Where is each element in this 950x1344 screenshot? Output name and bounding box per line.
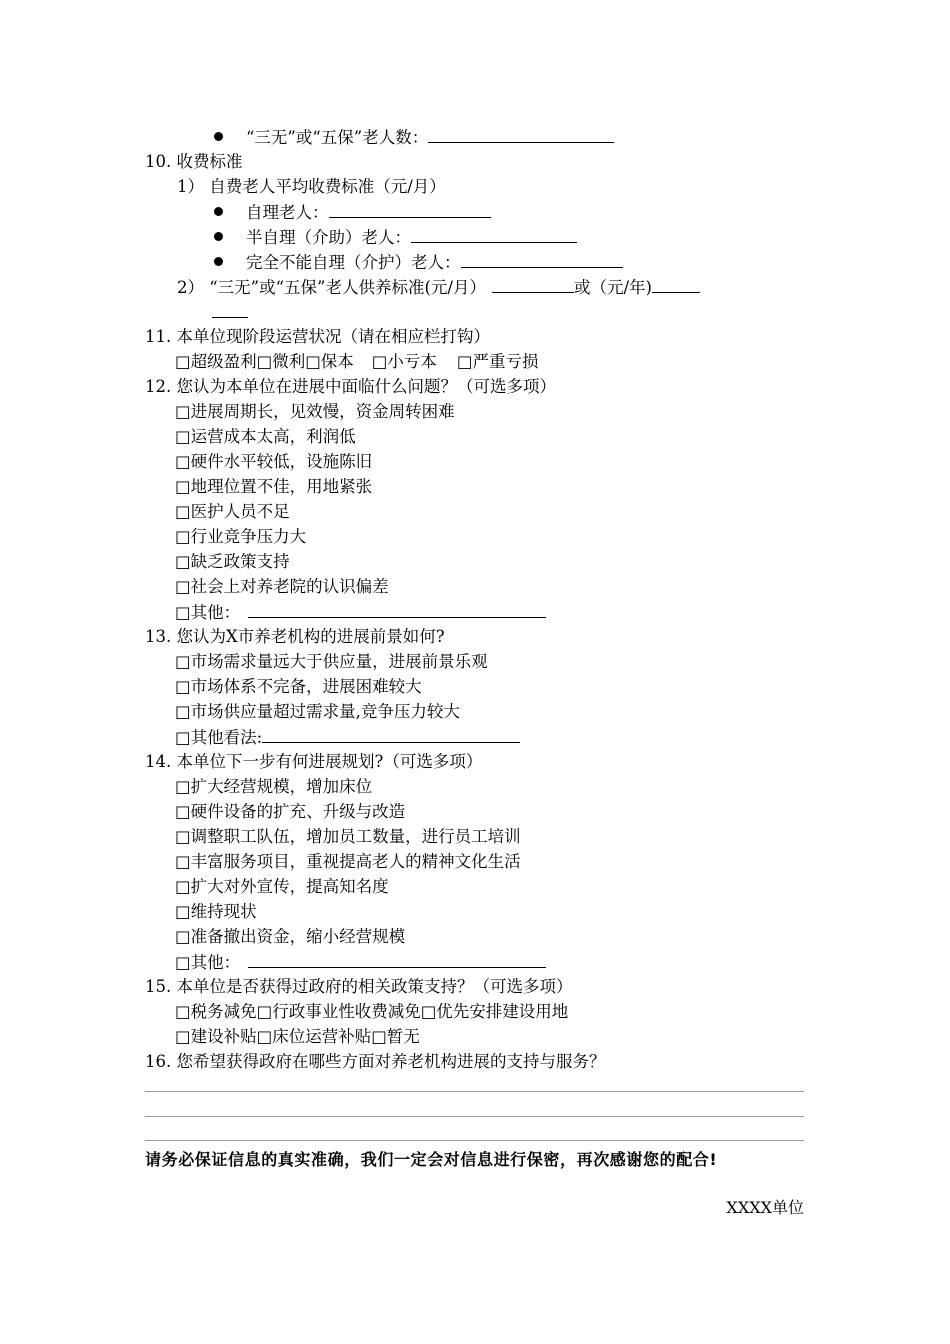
checkbox-icon[interactable]: □ [175,577,191,596]
q10-title: 10. 收费标准 [145,152,243,171]
checkbox-icon[interactable]: □ [175,427,191,446]
checkbox-icon[interactable]: □ [305,352,321,371]
closing-statement: 请务必保证信息的真实准确，我们一定会对信息进行保密，再次感谢您的配合! [145,1150,718,1169]
q10-sub2-label: 2） “三无”或“五保”老人供养标准(元/月） [177,278,486,297]
q11-title: 11. 本单位现阶段运营状况（请在相应栏打钩） [145,327,490,346]
q12-option[interactable]: □社会上对养老院的认识偏差 [175,577,389,596]
q15-option[interactable]: □暂无 [371,1027,420,1046]
q10-blank-full[interactable] [461,251,623,268]
checkbox-icon[interactable]: □ [256,352,273,371]
q13-title: 13. 您认为X市养老机构的进展前景如何? [145,627,445,646]
q15-option[interactable]: □行政事业性收费减免 [256,1002,421,1021]
q10-item-semi [246,226,577,248]
q12-option[interactable]: □缺乏政策支持 [175,552,290,571]
q15-row2 [175,1026,420,1048]
q11-option[interactable]: □小亏本 [371,352,437,371]
checkbox-icon[interactable]: □ [256,1027,273,1046]
checkbox-icon[interactable]: □ [175,527,191,546]
q10-item-full [246,251,623,273]
checkbox-icon[interactable]: □ [175,402,191,421]
checkbox-icon[interactable]: □ [175,603,191,622]
q12-option-other[interactable]: □其他： [175,601,546,623]
q11-options [175,351,538,373]
checkbox-icon[interactable]: □ [175,953,191,972]
q15-row1 [175,1001,568,1023]
checkbox-icon[interactable]: □ [175,902,191,921]
q15-option[interactable]: □优先安排建设用地 [420,1002,569,1021]
q16-answer-line[interactable] [145,1140,804,1141]
q11-option[interactable]: □微利 [256,352,306,371]
q11-option[interactable]: □严重亏损 [456,352,539,371]
q10-blank-semi[interactable] [411,226,577,243]
q13-option-other[interactable]: □其他看法: [175,726,520,748]
q14-other-blank[interactable] [248,951,546,968]
q16-title: 16. 您希望获得政府在哪些方面对养老机构进展的支持与服务？ [145,1052,606,1071]
q14-option[interactable]: □丰富服务项目，重视提高老人的精神文化生活 [175,852,521,871]
checkbox-icon[interactable]: □ [371,352,388,371]
organization-signature: XXXX单位 [726,1198,804,1217]
bullet-icon [214,207,223,216]
bullet-icon [214,257,223,266]
q16-answer-line[interactable] [145,1091,804,1092]
q14-option-other[interactable]: □其他： [175,951,546,973]
q10-blank-self[interactable] [329,201,491,218]
q13-other-blank[interactable] [262,726,520,743]
checkbox-icon[interactable]: □ [371,1027,387,1046]
q12-option[interactable]: □硬件水平较低，设施陈旧 [175,452,373,471]
q14-option[interactable]: □硬件设备的扩充、升级与改造 [175,802,406,821]
q15-option[interactable]: □建设补贴 [175,1027,257,1046]
checkbox-icon[interactable]: □ [175,802,191,821]
checkbox-icon[interactable]: □ [175,1002,191,1021]
q14-option[interactable]: □扩大对外宣传，提高知名度 [175,877,389,896]
q12-title: 12. 您认为本单位在进展中面临什么问题？（可选多项） [145,377,556,396]
q10-sub2-year-label: 或（元/年) [573,278,652,297]
q14-option[interactable]: □调整职工队伍，增加员工数量，进行员工培训 [175,827,521,846]
q9-tail-label: “三无”或“五保”老人数： [246,128,429,147]
q15-option[interactable]: □税务减免 [175,1002,257,1021]
checkbox-icon[interactable]: □ [175,877,191,896]
checkbox-icon[interactable]: □ [175,777,191,796]
checkbox-icon[interactable]: □ [175,728,191,747]
checkbox-icon[interactable]: □ [175,477,191,496]
q12-option[interactable]: □运营成本太高，利润低 [175,427,356,446]
checkbox-icon[interactable]: □ [256,1002,273,1021]
q13-option[interactable]: □市场供应量超过需求量,竞争压力较大 [175,702,460,721]
q10-sub2 [177,276,700,298]
q12-other-blank[interactable] [248,601,546,618]
q10-blank-month[interactable] [492,276,574,293]
q15-option[interactable]: □床位运营补贴 [256,1027,372,1046]
checkbox-icon[interactable]: □ [175,852,191,871]
q12-option[interactable]: □进展周期长，见效慢，资金周转困难 [175,402,455,421]
q10-blank-year-cont[interactable] [212,301,248,318]
q10-sub1: 1） 自费老人平均收费标准（元/月） [177,177,446,196]
checkbox-icon[interactable]: □ [175,452,191,471]
q10-blank-year[interactable] [652,276,700,293]
q15-title: 15. 本单位是否获得过政府的相关政策支持？（可选多项） [145,977,573,996]
bullet-icon [214,132,223,141]
checkbox-icon[interactable]: □ [175,927,191,946]
q10-item-self [246,201,491,223]
q10-item-label: 自理老人： [246,203,329,222]
q11-option[interactable]: □超级盈利 [175,352,257,371]
q9-tail-blank[interactable] [428,126,614,143]
checkbox-icon[interactable]: □ [175,702,191,721]
q14-title: 14. 本单位下一步有何进展规划?（可选多项） [145,752,483,771]
q14-option[interactable]: □扩大经营规模，增加床位 [175,777,373,796]
checkbox-icon[interactable]: □ [175,352,191,371]
q9-tail-row [246,126,614,148]
checkbox-icon[interactable]: □ [175,552,191,571]
checkbox-icon[interactable]: □ [175,652,191,671]
q10-item-label: 半自理（介助）老人： [246,228,411,247]
q13-option[interactable]: □市场体系不完备，进展困难较大 [175,677,422,696]
checkbox-icon[interactable]: □ [456,352,473,371]
q16-answer-line[interactable] [145,1116,804,1117]
q12-option[interactable]: □地理位置不佳，用地紧张 [175,477,373,496]
q12-option[interactable]: □医护人员不足 [175,502,290,521]
checkbox-icon[interactable]: □ [175,502,191,521]
q13-option[interactable]: □市场需求量远大于供应量，进展前景乐观 [175,652,488,671]
checkbox-icon[interactable]: □ [175,1027,191,1046]
q10-sub2-wrap [212,301,248,323]
q10-item-label: 完全不能自理（介护）老人： [246,253,461,272]
q14-option[interactable]: □维持现状 [175,902,257,921]
checkbox-icon[interactable]: □ [175,677,191,696]
checkbox-icon[interactable]: □ [420,1002,437,1021]
q11-option[interactable]: □保本 [305,352,354,371]
checkbox-icon[interactable]: □ [175,827,191,846]
q12-option[interactable]: □行业竞争压力大 [175,527,307,546]
bullet-icon [214,232,223,241]
q14-option[interactable]: □准备撤出资金，缩小经营规模 [175,927,406,946]
